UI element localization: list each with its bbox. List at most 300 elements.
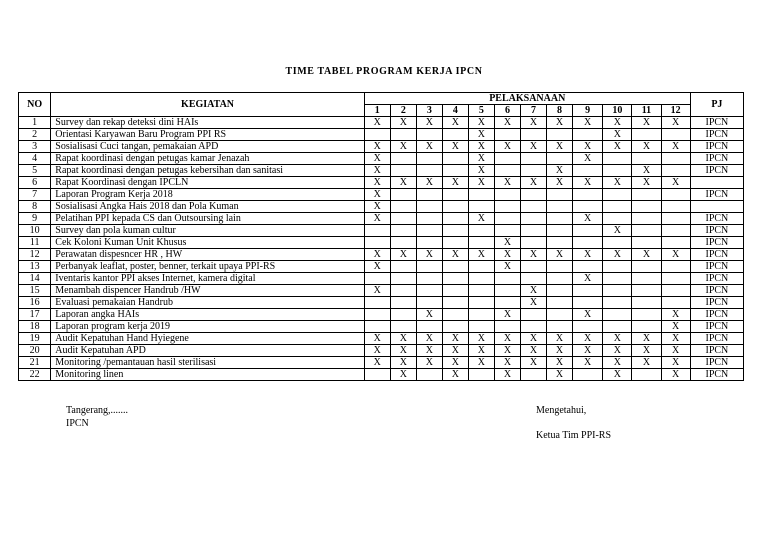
month-mark: X (416, 117, 442, 129)
activity-name: Rapat koordinasi dengan petugas kebersihan dan sanitasi (51, 165, 365, 177)
month-mark: X (494, 345, 520, 357)
month-mark: X (547, 249, 573, 261)
month-mark (494, 285, 520, 297)
month-mark (547, 309, 573, 321)
month-mark: X (603, 177, 632, 189)
month-mark (390, 201, 416, 213)
month-mark (442, 285, 468, 297)
month-mark: X (442, 369, 468, 381)
row-number: 13 (19, 261, 51, 273)
month-mark: X (603, 225, 632, 237)
month-mark: X (661, 357, 690, 369)
month-mark (603, 261, 632, 273)
pj-cell: IPCN (690, 165, 743, 177)
table-row (19, 117, 744, 129)
month-mark: X (573, 153, 603, 165)
month-mark (494, 129, 520, 141)
month-mark: X (390, 369, 416, 381)
month-mark: X (468, 117, 494, 129)
schedule-table (18, 92, 744, 381)
pj-cell: IPCN (690, 117, 743, 129)
row-number: 18 (19, 321, 51, 333)
month-mark (661, 213, 690, 225)
row-number: 15 (19, 285, 51, 297)
row-number: 9 (19, 213, 51, 225)
month-mark (520, 261, 546, 273)
month-mark (494, 273, 520, 285)
month-mark (547, 153, 573, 165)
month-mark: X (364, 141, 390, 153)
month-mark (632, 321, 661, 333)
month-mark (632, 273, 661, 285)
month-mark: X (494, 249, 520, 261)
month-mark: X (494, 177, 520, 189)
month-mark (364, 309, 390, 321)
month-mark: X (520, 333, 546, 345)
activity-name: Evaluasi pemakaian Handrub (51, 297, 365, 309)
month-mark (390, 165, 416, 177)
month-mark: X (632, 165, 661, 177)
pj-cell: IPCN (690, 333, 743, 345)
month-mark: X (416, 249, 442, 261)
month-mark (364, 369, 390, 381)
month-mark: X (573, 357, 603, 369)
month-mark (547, 237, 573, 249)
table-row (19, 213, 744, 225)
activity-name: Laporan program kerja 2019 (51, 321, 365, 333)
month-mark (468, 285, 494, 297)
pj-cell: IPCN (690, 225, 743, 237)
pj-cell: IPCN (690, 249, 743, 261)
month-mark (390, 189, 416, 201)
month-mark: X (390, 177, 416, 189)
table-row (19, 369, 744, 381)
month-mark (520, 129, 546, 141)
month-mark (632, 309, 661, 321)
month-mark: X (494, 261, 520, 273)
month-mark (468, 369, 494, 381)
month-header: 12 (661, 105, 690, 117)
activity-name: Rapat koordinasi dengan petugas kamar Jenazah (51, 153, 365, 165)
table-row (19, 333, 744, 345)
pj-cell (690, 201, 743, 213)
row-number: 20 (19, 345, 51, 357)
month-mark (632, 297, 661, 309)
footer-role-left: IPCN (66, 418, 89, 429)
month-mark (661, 189, 690, 201)
month-mark (547, 129, 573, 141)
month-mark (632, 369, 661, 381)
month-mark: X (632, 357, 661, 369)
month-mark: X (520, 177, 546, 189)
month-mark (661, 285, 690, 297)
month-mark: X (390, 249, 416, 261)
month-mark: X (520, 249, 546, 261)
month-mark: X (632, 177, 661, 189)
month-mark (603, 165, 632, 177)
month-mark (416, 297, 442, 309)
row-number: 2 (19, 129, 51, 141)
month-mark (632, 153, 661, 165)
pj-cell: IPCN (690, 189, 743, 201)
month-mark (547, 261, 573, 273)
month-mark (416, 165, 442, 177)
table-row (19, 249, 744, 261)
month-mark: X (442, 345, 468, 357)
row-number: 11 (19, 237, 51, 249)
month-mark: X (494, 117, 520, 129)
table-row (19, 297, 744, 309)
activity-name: Survey dan rekap deteksi dini HAIs (51, 117, 365, 129)
month-mark: X (494, 237, 520, 249)
month-mark (468, 273, 494, 285)
month-header: 10 (603, 105, 632, 117)
table-row (19, 153, 744, 165)
month-mark (442, 273, 468, 285)
month-mark (390, 309, 416, 321)
month-mark: X (364, 153, 390, 165)
month-mark (573, 237, 603, 249)
month-mark: X (468, 345, 494, 357)
month-mark: X (416, 345, 442, 357)
month-mark (364, 237, 390, 249)
month-mark (416, 225, 442, 237)
month-mark: X (364, 165, 390, 177)
month-header: 5 (468, 105, 494, 117)
activity-name: Rapat Koordinasi dengan IPCLN (51, 177, 365, 189)
month-mark (573, 225, 603, 237)
pj-cell: IPCN (690, 261, 743, 273)
activity-name: Sosialisasi Cuci tangan, pemakaian APD (51, 141, 365, 153)
month-mark: X (364, 357, 390, 369)
month-mark (573, 189, 603, 201)
month-mark: X (547, 165, 573, 177)
month-header: 11 (632, 105, 661, 117)
month-mark: X (632, 141, 661, 153)
month-mark: X (661, 117, 690, 129)
month-mark (632, 129, 661, 141)
month-mark: X (364, 345, 390, 357)
month-mark (494, 225, 520, 237)
month-mark (520, 321, 546, 333)
month-mark (661, 225, 690, 237)
pj-cell: IPCN (690, 273, 743, 285)
table-row (19, 345, 744, 357)
month-mark: X (442, 141, 468, 153)
pj-cell: IPCN (690, 141, 743, 153)
month-mark: X (468, 165, 494, 177)
month-mark (416, 369, 442, 381)
activity-name: Audit Kepatuhan APD (51, 345, 365, 357)
month-mark (603, 189, 632, 201)
month-mark (442, 309, 468, 321)
month-mark (547, 189, 573, 201)
month-mark (603, 237, 632, 249)
month-mark (390, 213, 416, 225)
month-mark: X (603, 249, 632, 261)
month-mark: X (573, 333, 603, 345)
month-mark (442, 321, 468, 333)
month-mark: X (390, 117, 416, 129)
month-mark (416, 261, 442, 273)
month-mark (603, 201, 632, 213)
month-mark: X (494, 333, 520, 345)
month-mark: X (494, 357, 520, 369)
table-row (19, 261, 744, 273)
month-mark (520, 237, 546, 249)
month-mark: X (661, 177, 690, 189)
table-row (19, 201, 744, 213)
month-mark (603, 285, 632, 297)
month-mark (661, 129, 690, 141)
activity-name: Monitoring linen (51, 369, 365, 381)
row-number: 7 (19, 189, 51, 201)
activity-name: Pelatihan PPI kepada CS dan Outsoursing lain (51, 213, 365, 225)
month-mark (661, 201, 690, 213)
month-mark: X (364, 177, 390, 189)
table-row (19, 129, 744, 141)
month-mark (416, 213, 442, 225)
month-mark (468, 261, 494, 273)
month-mark (494, 321, 520, 333)
footer-role-right: Ketua Tim PPI-RS (536, 430, 612, 441)
month-mark (603, 321, 632, 333)
month-header: 3 (416, 105, 442, 117)
pj-cell: IPCN (690, 213, 743, 225)
month-mark (547, 297, 573, 309)
table-row (19, 141, 744, 153)
month-mark (520, 165, 546, 177)
month-mark: X (442, 177, 468, 189)
month-mark: X (603, 141, 632, 153)
pj-cell: IPCN (690, 345, 743, 357)
month-mark (520, 273, 546, 285)
month-mark: X (661, 309, 690, 321)
month-mark: X (661, 141, 690, 153)
activity-name: Survey dan pola kuman cultur (51, 225, 365, 237)
month-mark (442, 297, 468, 309)
month-mark (416, 237, 442, 249)
pj-cell: IPCN (690, 129, 743, 141)
table-row (19, 273, 744, 285)
month-mark (390, 129, 416, 141)
row-number: 12 (19, 249, 51, 261)
month-mark (573, 201, 603, 213)
month-mark (442, 189, 468, 201)
month-mark: X (416, 357, 442, 369)
activity-name: Laporan angka HAIs (51, 309, 365, 321)
month-mark: X (468, 357, 494, 369)
pj-cell: IPCN (690, 237, 743, 249)
month-mark: X (442, 333, 468, 345)
month-mark: X (494, 369, 520, 381)
month-mark: X (520, 141, 546, 153)
month-mark: X (364, 201, 390, 213)
month-mark (547, 321, 573, 333)
month-header: 6 (494, 105, 520, 117)
table-row (19, 285, 744, 297)
month-mark (364, 321, 390, 333)
month-mark (416, 153, 442, 165)
month-mark (468, 321, 494, 333)
activity-name: Audit Kepatuhan Hand Hyiegene (51, 333, 365, 345)
month-mark (442, 153, 468, 165)
row-number: 10 (19, 225, 51, 237)
month-mark (661, 165, 690, 177)
month-mark (547, 285, 573, 297)
month-mark (603, 153, 632, 165)
month-mark (494, 189, 520, 201)
table-row (19, 225, 744, 237)
row-number: 1 (19, 117, 51, 129)
month-mark: X (416, 309, 442, 321)
row-number: 22 (19, 369, 51, 381)
month-mark (442, 237, 468, 249)
pj-cell (690, 177, 743, 189)
month-mark (416, 321, 442, 333)
month-mark: X (364, 333, 390, 345)
month-mark: X (520, 117, 546, 129)
month-mark (442, 225, 468, 237)
table-row (19, 321, 744, 333)
month-mark: X (573, 213, 603, 225)
header-no: NO (19, 93, 51, 117)
month-mark: X (603, 357, 632, 369)
month-mark: X (520, 345, 546, 357)
month-mark: X (603, 345, 632, 357)
month-mark: X (416, 177, 442, 189)
pj-cell: IPCN (690, 309, 743, 321)
month-mark (390, 153, 416, 165)
pj-cell: IPCN (690, 153, 743, 165)
table-row (19, 177, 744, 189)
row-number: 5 (19, 165, 51, 177)
month-mark (390, 261, 416, 273)
month-mark (603, 213, 632, 225)
table-row (19, 357, 744, 369)
month-mark (547, 201, 573, 213)
month-mark: X (603, 369, 632, 381)
activity-name: Iventaris kantor PPI akses Internet, kamera digital (51, 273, 365, 285)
month-mark (632, 225, 661, 237)
month-mark: X (661, 321, 690, 333)
month-mark: X (442, 357, 468, 369)
month-mark (390, 297, 416, 309)
month-mark: X (603, 117, 632, 129)
month-mark: X (547, 333, 573, 345)
activity-name: Laporan Program Kerja 2018 (51, 189, 365, 201)
month-mark: X (573, 177, 603, 189)
month-mark (364, 225, 390, 237)
month-mark: X (520, 285, 546, 297)
month-mark: X (442, 117, 468, 129)
month-mark: X (573, 345, 603, 357)
month-mark (416, 129, 442, 141)
pj-cell: IPCN (690, 369, 743, 381)
month-mark: X (520, 297, 546, 309)
month-mark (442, 165, 468, 177)
month-mark (547, 273, 573, 285)
row-number: 6 (19, 177, 51, 189)
month-mark: X (364, 249, 390, 261)
month-mark (416, 273, 442, 285)
month-mark: X (632, 345, 661, 357)
pj-cell: IPCN (690, 297, 743, 309)
month-mark: X (547, 357, 573, 369)
month-mark (520, 225, 546, 237)
month-mark (573, 321, 603, 333)
month-mark (442, 213, 468, 225)
header-kegiatan: KEGIATAN (51, 93, 365, 117)
month-mark: X (603, 333, 632, 345)
table-row (19, 237, 744, 249)
month-mark: X (390, 141, 416, 153)
month-mark (494, 297, 520, 309)
month-mark (661, 297, 690, 309)
pj-cell: IPCN (690, 321, 743, 333)
month-mark: X (364, 213, 390, 225)
month-mark: X (390, 333, 416, 345)
month-mark: X (573, 249, 603, 261)
month-mark (603, 273, 632, 285)
month-mark (661, 153, 690, 165)
month-mark: X (547, 369, 573, 381)
month-header: 9 (573, 105, 603, 117)
month-mark (520, 153, 546, 165)
month-mark (573, 261, 603, 273)
month-mark: X (573, 117, 603, 129)
month-mark (416, 285, 442, 297)
month-mark: X (632, 333, 661, 345)
month-mark (661, 261, 690, 273)
month-mark: X (632, 117, 661, 129)
document-title: TIME TABEL PROGRAM KERJA IPCN (285, 66, 483, 77)
month-mark (573, 297, 603, 309)
month-mark: X (390, 357, 416, 369)
month-mark (632, 285, 661, 297)
month-mark (494, 165, 520, 177)
month-mark (364, 297, 390, 309)
header-pelaksanaan: PELAKSANAAN (364, 93, 690, 105)
month-mark: X (603, 129, 632, 141)
month-mark (442, 261, 468, 273)
footer-acknowledge: Mengetahui, (536, 405, 587, 416)
month-mark (364, 129, 390, 141)
month-mark (390, 273, 416, 285)
month-mark (390, 321, 416, 333)
month-mark: X (520, 357, 546, 369)
month-mark (468, 189, 494, 201)
activity-name: Monitoring /pemantauan hasil sterilisasi (51, 357, 365, 369)
month-mark: X (632, 249, 661, 261)
month-mark (416, 201, 442, 213)
month-mark (494, 213, 520, 225)
month-mark: X (364, 261, 390, 273)
activity-name: Sosialisasi Angka Hais 2018 dan Pola Kuman (51, 201, 365, 213)
month-mark: X (468, 249, 494, 261)
month-mark: X (661, 369, 690, 381)
month-mark: X (442, 249, 468, 261)
month-mark (390, 285, 416, 297)
month-mark: X (494, 141, 520, 153)
table-row (19, 165, 744, 177)
row-number: 16 (19, 297, 51, 309)
month-mark (468, 297, 494, 309)
row-number: 14 (19, 273, 51, 285)
schedule-body (19, 117, 744, 381)
row-number: 21 (19, 357, 51, 369)
month-mark: X (661, 333, 690, 345)
